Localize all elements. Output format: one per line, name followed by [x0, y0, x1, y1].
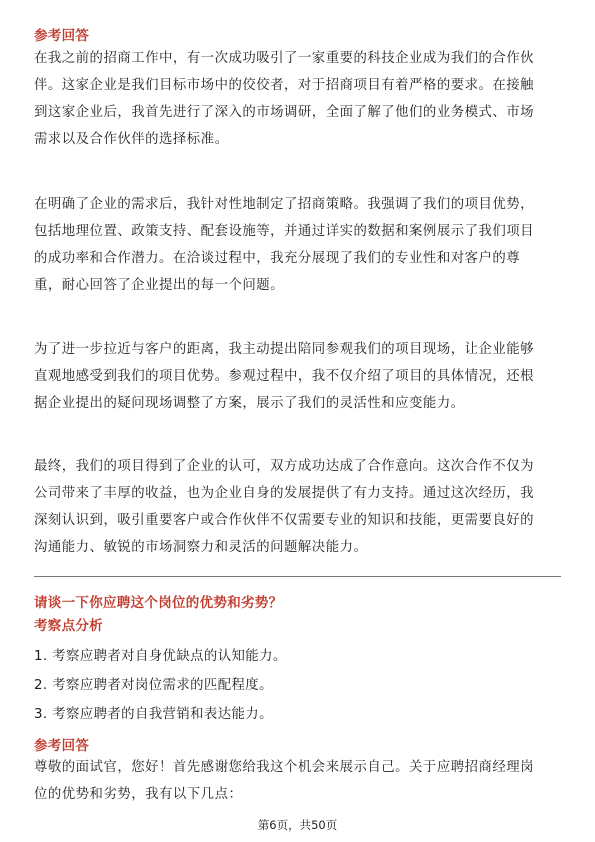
- paragraph-line: 到这家企业后，我首先进行了深入的市场调研，全面了解了他们的业务模式、市场: [34, 105, 535, 120]
- page-number: 第6页，共50页: [257, 818, 338, 832]
- section-divider: [34, 576, 561, 577]
- paragraph-line: 最终，我们的项目得到了企业的认可，双方成功达成了合作意向。这次合作不仅为: [34, 459, 535, 474]
- paragraph-line: 沟通能力、敏锐的市场洞察力和灵活的问题解决能力。: [34, 540, 368, 555]
- answer-intro-paragraph: [34, 754, 562, 808]
- answer-paragraph-1: [34, 45, 562, 153]
- paragraph-line: 在明确了企业的需求后，我针对性地制定了招商策略。我强调了我们的项目优势，: [34, 197, 535, 212]
- paragraph-line: 位的优势和劣势，我有以下几点：: [34, 787, 243, 802]
- answer-paragraph-2: [34, 191, 562, 299]
- analysis-item: 1. 考察应聘者对自身优缺点的认知能力。: [34, 649, 287, 664]
- paragraph-line: 重，耐心回答了企业提出的每一个问题。: [34, 278, 285, 293]
- paragraph-line: 伴。这家企业是我们目标市场中的佼佼者，对于招商项目有着严格的要求。在接触: [34, 78, 535, 93]
- answer-paragraph-3: [34, 336, 562, 417]
- paragraph-line: 据企业提出的疑问现场调整了方案，展示了我们的灵活性和应变能力。: [34, 396, 465, 411]
- reference-answer-heading: 参考回答: [34, 28, 90, 44]
- reference-answer-heading-2: 参考回答: [34, 738, 90, 754]
- paragraph-line: 直观地感受到我们的项目优势。参观过程中，我不仅介绍了项目的具体情况，还根: [34, 369, 535, 384]
- paragraph-line: 在我之前的招商工作中，有一次成功吸引了一家重要的科技企业成为我们的合作伙: [34, 51, 535, 66]
- paragraph-line: 深刻认识到，吸引重要客户或合作伙伴不仅需要专业的知识和技能，更需要良好的: [34, 513, 535, 528]
- interview-question: 请谈一下你应聘这个岗位的优势和劣势？: [34, 595, 283, 611]
- paragraph-line: 为了进一步拉近与客户的距离，我主动提出陪同参观我们的项目现场，让企业能够: [34, 342, 535, 357]
- paragraph-line: 需求以及合作伙伴的选择标准。: [34, 132, 229, 147]
- answer-paragraph-4: [34, 453, 562, 561]
- analysis-heading: 考察点分析: [34, 618, 103, 634]
- paragraph-line: 包括地理位置、政策支持、配套设施等，并通过详实的数据和案例展示了我们项目: [34, 224, 535, 239]
- analysis-item: 2. 考察应聘者对岗位需求的匹配程度。: [34, 678, 273, 693]
- paragraph-line: 的成功率和合作潜力。在洽谈过程中，我充分展现了我们的专业性和对客户的尊: [34, 251, 521, 266]
- analysis-item: 3. 考察应聘者的自我营销和表达能力。: [34, 707, 273, 722]
- paragraph-line: 尊敬的面试官，您好！首先感谢您给我这个机会来展示自己。关于应聘招商经理岗: [34, 760, 535, 775]
- paragraph-line: 公司带来了丰厚的收益，也为企业自身的发展提供了有力支持。通过这次经历，我: [34, 486, 535, 501]
